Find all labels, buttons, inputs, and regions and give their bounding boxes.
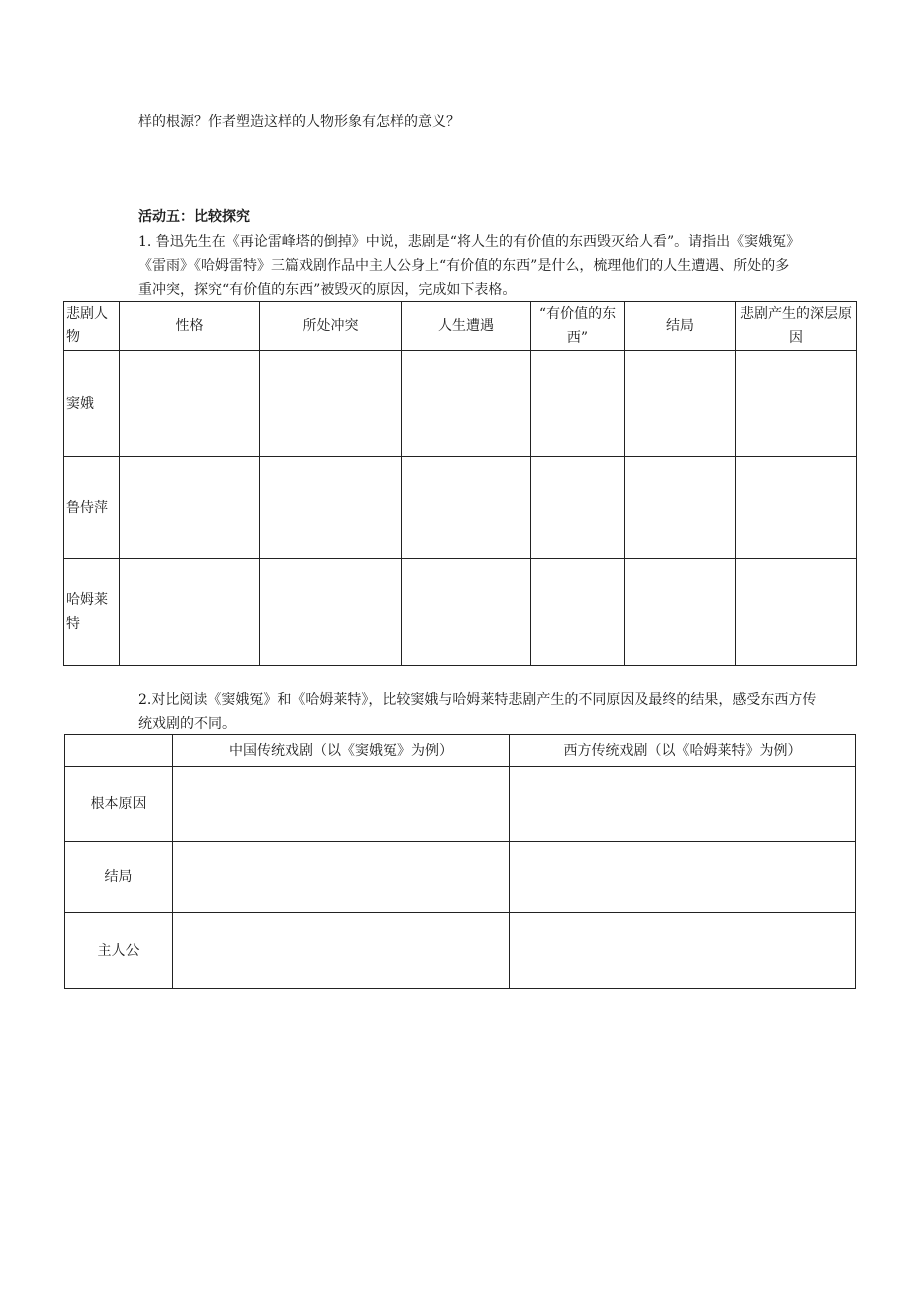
table-cell[interactable] — [260, 351, 402, 457]
header-valuable-things: “有价值的东西” — [531, 302, 625, 351]
question-2-line-1: 2.对比阅读《窦娥冤》和《哈姆莱特》，比较窦娥与哈姆莱特悲剧产生的不同原因及最终的结果，感受东西方传 — [138, 692, 817, 708]
table-header-row — [65, 735, 856, 767]
table-row — [65, 913, 856, 989]
table-cell[interactable] — [736, 559, 857, 666]
question-tail-text: 样的根源？作者塑造这样的人物形象有怎样的意义？ — [138, 114, 460, 130]
question-2-line-2: 统戏剧的不同。 — [138, 716, 236, 732]
table-cell[interactable] — [736, 457, 857, 559]
table-row — [65, 767, 856, 842]
activity-heading: 活动五：比较探究 — [138, 209, 250, 225]
table-cell[interactable] — [173, 913, 510, 989]
table-cell[interactable] — [625, 457, 736, 559]
table-cell[interactable] — [120, 559, 260, 666]
table-cell[interactable] — [736, 351, 857, 457]
table-row — [64, 351, 857, 457]
table-row — [64, 457, 857, 559]
east-west-comparison-table — [64, 734, 856, 989]
question-1-line-1: 1. 鲁迅先生在《再论雷峰塔的倒掉》中说，悲剧是“将人生的有价值的东西毁灭给人看”。请指出《窦娥冤》 — [138, 234, 801, 250]
table-cell[interactable] — [531, 559, 625, 666]
row-label-root-cause: 根本原因 — [65, 767, 173, 842]
table-header-row — [64, 302, 857, 351]
row-label-dou-e: 窦娥 — [64, 351, 120, 457]
table-cell[interactable] — [120, 351, 260, 457]
header-character: 悲剧人物 — [64, 302, 120, 351]
header-chinese-drama: 中国传统戏剧（以《窦娥冤》为例） — [173, 735, 510, 767]
table-row — [64, 559, 857, 666]
table-cell[interactable] — [510, 913, 856, 989]
table-cell[interactable] — [173, 842, 510, 913]
table-row — [65, 842, 856, 913]
header-deep-cause: 悲剧产生的深层原因 — [736, 302, 857, 351]
table-cell[interactable] — [510, 842, 856, 913]
row-label-ending: 结局 — [65, 842, 173, 913]
question-1-line-3: 重冲突，探究“有价值的东西”被毁灭的原因，完成如下表格。 — [138, 282, 517, 298]
header-blank — [65, 735, 173, 767]
table-cell[interactable] — [531, 351, 625, 457]
table-cell[interactable] — [625, 351, 736, 457]
header-experiences: 人生遭遇 — [402, 302, 531, 351]
question-1-line-2: 《雷雨》《哈姆雷特》三篇戏剧作品中主人公身上“有价值的东西”是什么，梳理他们的人生遭遇、所处的多 — [138, 258, 790, 274]
header-conflicts: 所处冲突 — [260, 302, 402, 351]
table-cell[interactable] — [510, 767, 856, 842]
table-cell[interactable] — [402, 457, 531, 559]
tragedy-comparison-table — [63, 301, 857, 666]
table-cell[interactable] — [625, 559, 736, 666]
table-cell[interactable] — [531, 457, 625, 559]
header-ending: 结局 — [625, 302, 736, 351]
row-label-lu-shiping: 鲁侍萍 — [64, 457, 120, 559]
header-personality: 性格 — [120, 302, 260, 351]
header-western-drama: 西方传统戏剧（以《哈姆莱特》为例） — [510, 735, 856, 767]
row-label-protagonist: 主人公 — [65, 913, 173, 989]
table-cell[interactable] — [173, 767, 510, 842]
table-cell[interactable] — [402, 559, 531, 666]
table-cell[interactable] — [260, 457, 402, 559]
table-cell[interactable] — [120, 457, 260, 559]
table-cell[interactable] — [402, 351, 531, 457]
table-cell[interactable] — [260, 559, 402, 666]
row-label-hamlet: 哈姆莱特 — [64, 559, 120, 666]
